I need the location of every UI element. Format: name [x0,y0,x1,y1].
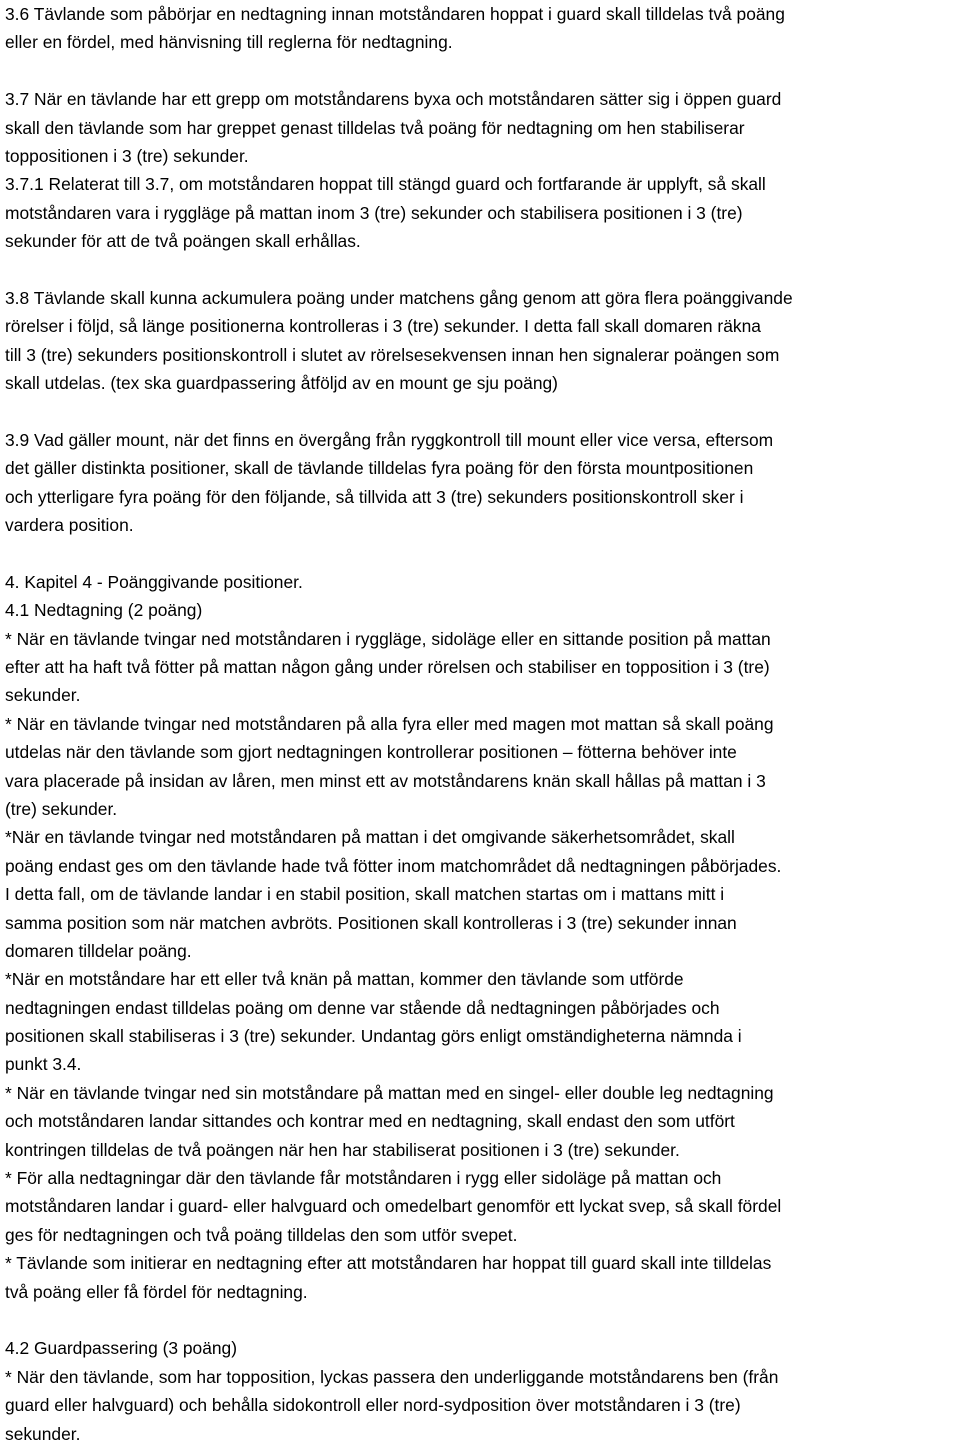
paragraph-3-8 [5,284,959,398]
text-line: vardera position. [5,515,134,536]
text-line: *När en tävlande tvingar ned motståndaren på mattan i det omgivande säkerhetsområdet, skall [5,827,735,848]
text-line: 3.8 Tävlande skall kunna ackumulera poäng under matchens gång genom att göra flera poänggivande [5,287,793,308]
text-line: poäng endast ges om den tävlande hade två fötter inom matchområdet då nedtagningen påbörjades. [5,855,782,876]
text-line: två poäng eller få fördel för nedtagning. [5,1281,308,1302]
text-line: * När den tävlande, som har topposition, lyckas passera den underliggande motståndarens ben (från [5,1366,779,1387]
text-line: * När en tävlande tvingar ned motståndaren på alla fyra eller med magen mot mattan så skall poäng [5,713,774,734]
text-line: sekunder. [5,685,81,706]
text-line: skall den tävlande som har greppet genast tilldelas två poäng för nedtagning om hen stabiliserar [5,117,745,138]
text-line: det gäller distinkta positioner, skall de tävlande tilldelas fyra poäng för den första mountpositionen [5,458,754,479]
text-line: (tre) sekunder. [5,798,118,819]
paragraph-3-9 [5,426,959,540]
paragraph-spacer [5,1306,959,1334]
text-line: 3.7 När en tävlande har ett grepp om motståndarens byxa och motståndaren sätter sig i öppen guard [5,89,782,110]
text-line: guard eller halvguard) och behålla sidokontroll eller nord-sydposition över motståndaren i 3 (tre) [5,1395,741,1416]
text-line: sekunder. [5,1423,81,1444]
paragraph-3-7 [5,85,959,170]
text-line: I detta fall, om de tävlande landar i en stabil position, skall matchen startas om i mattans mitt i [5,884,725,905]
text-line: 3.9 Vad gäller mount, när det finns en övergång från ryggkontroll till mount eller vice versa, eftersom [5,429,774,450]
section-heading-4-2: 4.2 Guardpassering (3 poäng) [5,1338,238,1359]
text-line: nedtagningen endast tilldelas poäng om denne var stående då nedtagningen påbörjades och [5,997,720,1018]
text-line: utdelas när den tävlande som gjort nedtagningen kontrollerar positionen – fötterna behöver inte [5,742,737,763]
paragraph-spacer [5,256,959,284]
text-line: och ytterligare fyra poäng för den följande, så tillvida att 3 (tre) sekunders positionskontroll sker i [5,486,744,507]
paragraph-spacer [5,397,959,425]
text-line: till 3 (tre) sekunders positionskontroll i slutet av rörelsesekvensen innan hen signalerar poängen som [5,344,780,365]
text-line: 3.7.1 Relaterat till 3.7, om motståndaren hoppat till stängd guard och fortfarande är upplyft, så skall [5,174,766,195]
section-4-2 [5,1334,959,1448]
paragraph-spacer [5,57,959,85]
text-line: * Tävlande som initierar en nedtagning efter att motståndaren har hoppat till guard skall inte tilldelas [5,1253,772,1274]
text-line: positionen skall stabiliseras i 3 (tre) sekunder. Undantag görs enligt omständigheterna nämnda i [5,1026,742,1047]
text-line: efter att ha haft två fötter på mattan någon gång under rörelsen och stabiliser en topposition i 3 (tre) [5,656,770,677]
text-line: kontringen tilldelas de två poängen när hen har stabiliserat positionen i 3 (tre) sekunder. [5,1139,680,1160]
text-line: skall utdelas. (tex ska guardpassering åtföljd av en mount ge sju poäng) [5,373,558,394]
chapter-heading: 4. Kapitel 4 - Poänggivande positioner. [5,571,303,592]
text-line: ges för nedtagningen och två poäng tilldelas den som utför svepet. [5,1224,518,1245]
text-line: och motståndaren landar sittandes och kontrar med en nedtagning, skall endast den som utfört [5,1111,735,1132]
text-line: motståndaren landar i guard- eller halvguard och omedelbart genomför ett lyckat svep, så skall fördel [5,1196,782,1217]
text-line: * När en tävlande tvingar ned motståndaren i ryggläge, sidoläge eller en sittande position på mattan [5,628,771,649]
text-line: vara placerade på insidan av låren, men minst ett av motståndarens knän skall hållas på mattan i 3 [5,770,766,791]
text-line: eller en fördel, med hänvisning till reglerna för nedtagning. [5,32,453,53]
text-line: *När en motståndare har ett eller två knän på mattan, kommer den tävlande som utförde [5,969,684,990]
text-line: toppositionen i 3 (tre) sekunder. [5,145,249,166]
text-line: * När en tävlande tvingar ned sin motståndare på mattan med en singel- eller double leg nedtagning [5,1082,774,1103]
document-page [5,0,959,1448]
text-line: motståndaren vara i ryggläge på mattan inom 3 (tre) sekunder och stabilisera positionen i 3 (tre) [5,202,743,223]
text-line: rörelser i följd, så länge positionerna kontrolleras i 3 (tre) sekunder. I detta fall skall domaren räkna [5,316,761,337]
text-line: sekunder för att de två poängen skall erhållas. [5,231,361,252]
chapter-4-section [5,568,959,1306]
paragraph-3-7-1 [5,170,959,255]
text-line: 3.6 Tävlande som påbörjar en nedtagning innan motståndaren hoppat i guard skall tilldelas två poäng [5,4,785,24]
section-heading-4-1: 4.1 Nedtagning (2 poäng) [5,600,203,621]
paragraph-3-6 [5,0,959,57]
text-line: * För alla nedtagningar där den tävlande får motståndaren i rygg eller sidoläge på mattan och [5,1168,722,1189]
text-line: domaren tilldelar poäng. [5,940,192,961]
text-line: punkt 3.4. [5,1054,82,1075]
text-line: samma position som när matchen avbröts. Positionen skall kontrolleras i 3 (tre) sekunder innan [5,912,737,933]
paragraph-spacer [5,539,959,567]
